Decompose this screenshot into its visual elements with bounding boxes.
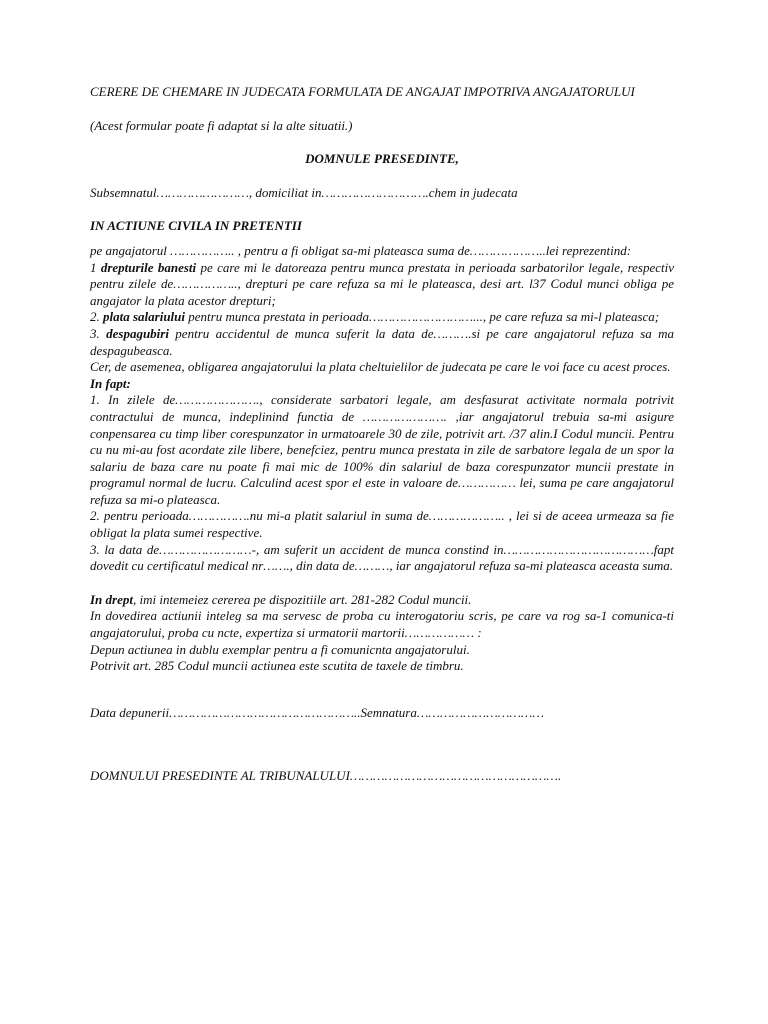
facts-heading: In fapt: [90, 375, 131, 391]
costs-request: Cer, de asemenea, obligarea angajatorului la plata cheltuielilor de judecata pe care le voi face cu acest proces. [90, 359, 671, 375]
claim-item-3: 3. despagubiri pentru accidentul de munca suferit la data de……….si pe care angajatorul refuza sa ma despagubeasca. [90, 325, 675, 358]
fact-2: 2. pentru perioada…………….nu mi-a platit salariul in suma de……………….. , lei si de aceea urmeaza sa fie obligat la plata sumei respective. [90, 508, 674, 541]
fact-3: 3. la data de……………………-, am suferit un accident de munca constind in…………………………………fapt dovedit cu certificatul medical nr……., din data de………, iar angajatorul refuza sa-mi plateasca aceasta suma. [90, 541, 674, 574]
document-page [90, 84, 674, 785]
claim-item-1: 1 drepturile banesti pe care mi le datoreaza pentru munca prestata in perioada sarbatorilor legale, respectiv pentru zilele de…………….., drepturi pe care refuza sa mi le plateasca, desi art. l37 Codul munci obliga pe angajator la plata acestor drepturi; [90, 259, 675, 308]
filing-note: Depun actiunea in dublu exemplar pentru a fi comunicnta angajatorului. [90, 641, 470, 657]
adaptation-note: (Acest formular poate fi adaptat si la alte situatii.) [90, 117, 353, 133]
closing-address: DOMNULUI PRESEDINTE AL TRIBUNALULUI………………………………………………. [90, 768, 562, 784]
stamp-duty-note: Potrivit art. 285 Codul muncii actiunea este scutita de taxele de timbru. [90, 658, 464, 674]
date-signature-line: Data depunerii…………………………………………..Semnatura…………………………… [90, 704, 544, 720]
document-title: CERERE DE CHEMARE IN JUDECATA FORMULATA DE ANGAJAT IMPOTRIVA ANGAJATORULUI [90, 84, 635, 99]
fact-1: 1. In zilele de…………………., considerate sarbatori legale, am desfasurat activitate normala potrivit contractului de munca, indeplinind functia de …………………. ,iar angajatorul trebuia sa-mi asigure conpensarea cu timp liber corespunzator in urmatoarele 30 de zile, potrivit art. /37 alin.I Codul muncii. Pentru cu nu mi-au fost acordate zile libere, benefciez, pentru munca prestata in zile de sarbatore legala de un spor la salariu de baza care nu poate fi mai mic de 100% din salariul de baza corespunzator muncii prestate in programul normal de lucru. Calculind acest spor el este in valoare de…………… lei, suma pe care angajatorul refuza sa mi-o plateasca. [90, 392, 674, 507]
claim-item-2: 2. plata salariului pentru munca prestata in perioada………………………..., pe care refuza sa mi-l plateasca; [90, 309, 660, 325]
intro-line: Subsemnatul……………………, domiciliat in……………………….chem in judecata [90, 184, 518, 200]
legal-basis: In drept, imi intemeiez cererea pe dispozitiile art. 281-282 Codul muncii. [90, 591, 472, 607]
claim-intro: pe angajatorul …………….. , pentru a fi obligat sa-mi plateasca suma de………………..lei reprezentind: [90, 242, 632, 258]
action-heading: IN ACTIUNE CIVILA IN PRETENTII [90, 218, 302, 234]
salutation: DOMNULE PRESEDINTE, [305, 151, 459, 167]
evidence-paragraph: In dovedirea actiunii inteleg sa ma servesc de proba cu interogatoriu scris, pe care va rog sa-1 comunica-ti angajatorului, proba cu ncte, expertiza si urmatorii martorii……………… : [90, 608, 674, 641]
